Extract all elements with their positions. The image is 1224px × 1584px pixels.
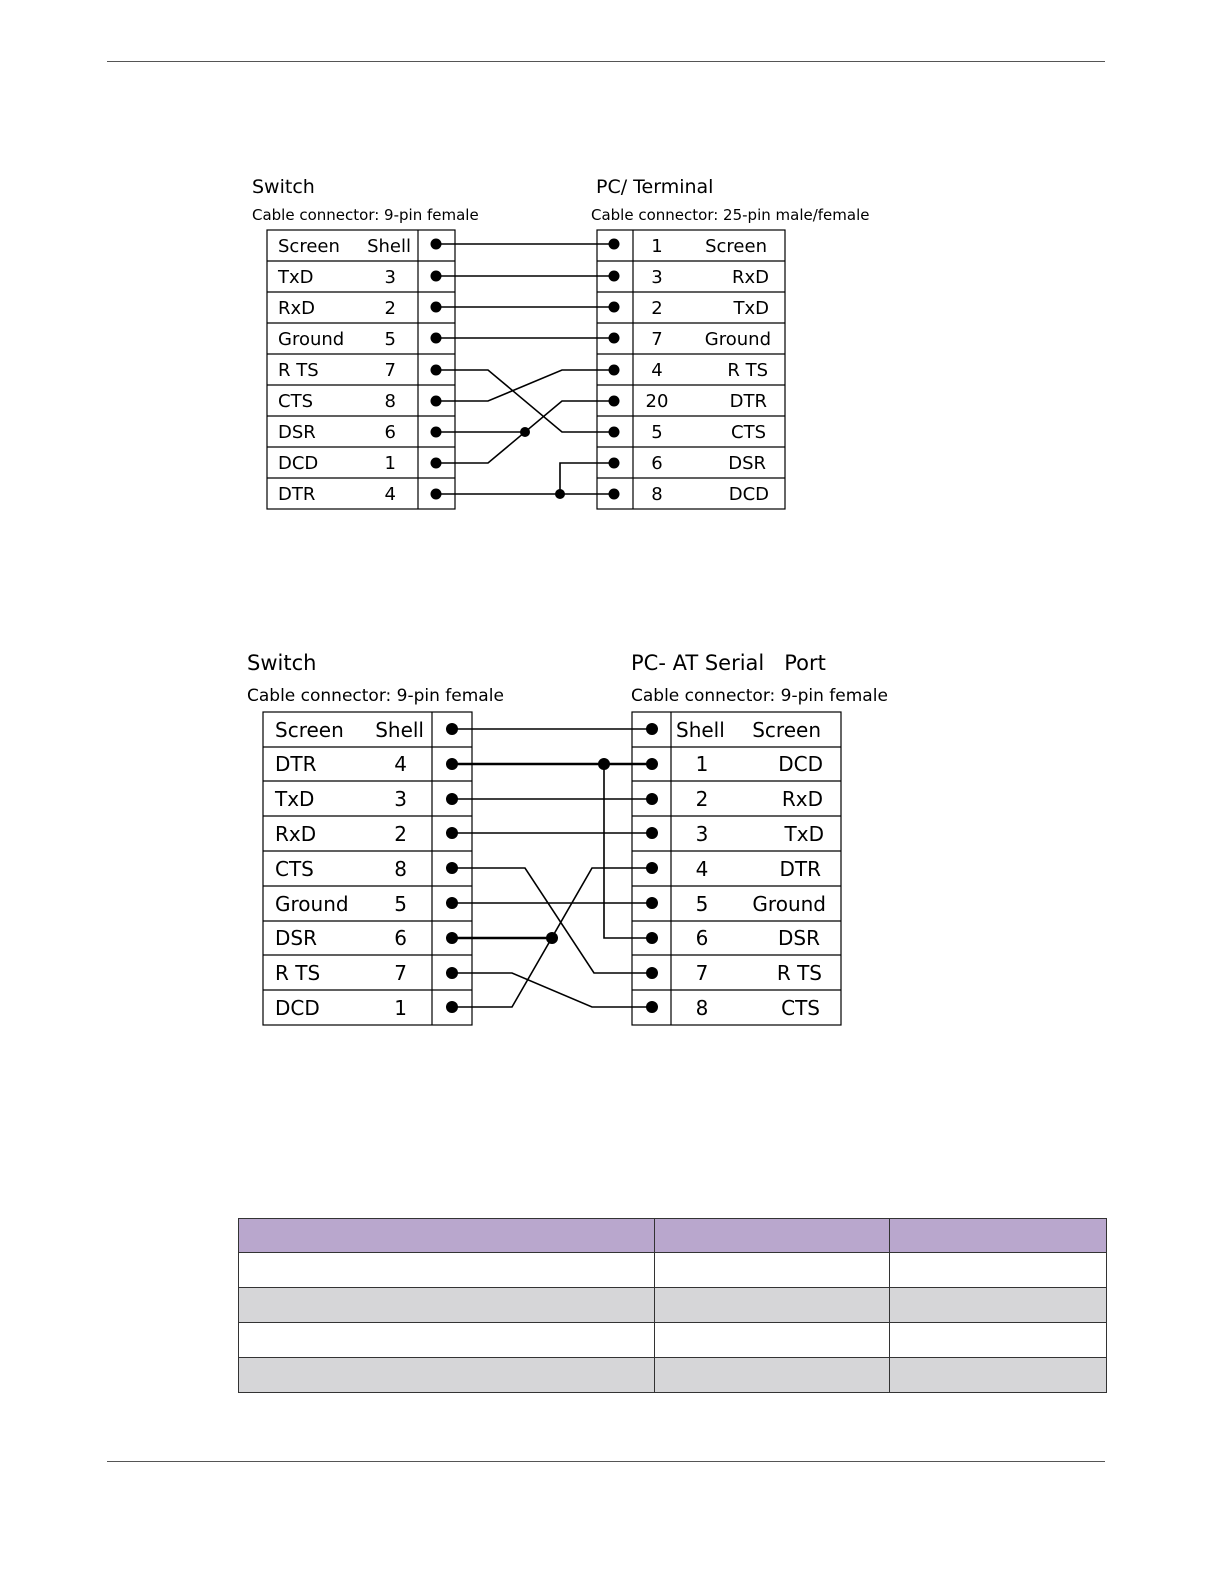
d2-right-pin: 5 <box>695 892 709 916</box>
junction-dot <box>546 932 558 944</box>
d1-left-pin: 4 <box>384 484 396 505</box>
table-cell <box>890 1253 1107 1288</box>
table-cell <box>239 1288 655 1323</box>
pin-dot <box>646 932 658 944</box>
d1-right-signal: DCD <box>728 484 769 505</box>
pin-dot <box>609 365 620 376</box>
d2-left-pin: 5 <box>394 892 407 916</box>
d1-right-signal: DTR <box>729 391 767 412</box>
d2-left-signal: Screen <box>275 718 344 742</box>
d2-right-pin: 8 <box>695 996 709 1020</box>
pin-dot <box>646 1001 658 1013</box>
pin-dot <box>446 932 458 944</box>
table-cell <box>890 1358 1107 1393</box>
d2-right-labels <box>676 718 826 1020</box>
d2-right-signal: RxD <box>781 787 823 811</box>
d2-left-pin: 7 <box>394 961 407 985</box>
d2-wire-rts-cts <box>452 973 652 1007</box>
pin-dot <box>646 862 658 874</box>
d1-right-connector: Cable connector: 25-pin male/female <box>591 206 870 224</box>
pin-dot <box>446 967 458 979</box>
d2-left-signal: RxD <box>275 822 317 846</box>
d2-left-pin: 6 <box>394 926 407 950</box>
d2-wires <box>452 729 652 1007</box>
table-header-cell <box>239 1219 655 1253</box>
d1-right-signal: R TS <box>727 360 768 381</box>
pin-dot <box>646 897 658 909</box>
specification-table <box>238 1218 1107 1393</box>
d1-left-title: Switch <box>252 176 315 198</box>
d1-left-signal: RxD <box>278 298 316 319</box>
d1-left-labels <box>277 236 411 505</box>
pin-dot <box>431 396 442 407</box>
d1-right-signal: Ground <box>704 329 771 350</box>
d2-left-pin: 1 <box>394 996 407 1020</box>
table-header-row <box>239 1219 1107 1253</box>
d2-right-signal: TxD <box>784 822 824 846</box>
d2-left-signal: DTR <box>275 752 317 776</box>
d1-left-pin: 1 <box>384 453 396 474</box>
table-row <box>239 1253 1107 1288</box>
d1-right-pin: 3 <box>651 267 663 288</box>
d2-left-labels <box>274 718 424 1020</box>
pin-dot <box>609 271 620 282</box>
d2-left-title: Switch <box>247 651 317 675</box>
table-row <box>239 1358 1107 1393</box>
d1-left-signal: CTS <box>278 391 313 412</box>
d2-wire-cts-rts <box>452 868 652 973</box>
pin-dot <box>431 458 442 469</box>
d1-right-pin: 8 <box>651 484 663 505</box>
d1-pin-dots <box>431 239 620 500</box>
d2-right-pin: Shell <box>676 718 725 742</box>
pin-dot <box>646 967 658 979</box>
junction-dot <box>520 427 530 437</box>
d1-right-signal: TxD <box>733 298 769 319</box>
pin-dot <box>646 793 658 805</box>
d2-right-title: PC- AT Serial Port <box>631 651 826 675</box>
pin-dot <box>431 239 442 250</box>
d2-right-pin: 3 <box>695 822 709 846</box>
d2-right-pin: 6 <box>695 926 709 950</box>
d1-wires <box>436 244 614 494</box>
d1-left-pin: 6 <box>384 422 396 443</box>
d2-left-signal: R TS <box>275 961 321 985</box>
d2-left-signal: CTS <box>275 857 314 881</box>
table-cell <box>655 1288 890 1323</box>
d1-left-signal: R TS <box>278 360 319 381</box>
junction-dot <box>598 758 610 770</box>
table-header-cell <box>655 1219 890 1253</box>
d1-right-signal: DSR <box>728 453 766 474</box>
d2-left-pin: Shell <box>375 718 424 742</box>
pin-dot <box>646 827 658 839</box>
table-cell <box>239 1358 655 1393</box>
table-cell <box>655 1358 890 1393</box>
d1-left-pin: 7 <box>384 360 396 381</box>
pin-dot <box>609 239 620 250</box>
d1-left-signal: Ground <box>278 329 345 350</box>
pin-dot <box>609 489 620 500</box>
pinout-diagram-2 <box>247 651 888 1025</box>
d2-right-pin: 2 <box>695 787 709 811</box>
d1-left-signal: DTR <box>278 484 316 505</box>
d1-left-pin: 8 <box>384 391 396 412</box>
pin-dot <box>609 333 620 344</box>
d1-left-pin: 3 <box>384 267 396 288</box>
d2-left-pin: 2 <box>394 822 407 846</box>
d1-left-pin: 5 <box>384 329 396 350</box>
pin-dot <box>431 271 442 282</box>
d2-right-signal: Ground <box>752 892 826 916</box>
table-cell <box>239 1323 655 1358</box>
table-cell <box>239 1253 655 1288</box>
pin-dot <box>446 897 458 909</box>
pin-dot <box>446 723 458 735</box>
d1-left-signal: DCD <box>278 453 319 474</box>
d1-right-pin: 5 <box>651 422 663 443</box>
d2-right-signal: DTR <box>779 857 821 881</box>
d2-right-signal: DSR <box>778 926 820 950</box>
d1-right-pin: 2 <box>651 298 663 319</box>
d2-left-signal: Ground <box>275 892 349 916</box>
d1-wire-cts-rts <box>436 370 614 401</box>
d2-right-pin: 7 <box>695 961 709 985</box>
table-cell <box>655 1253 890 1288</box>
d1-left-signal: DSR <box>278 422 316 443</box>
pinout-diagram-1 <box>252 176 869 509</box>
pin-dot <box>646 758 658 770</box>
d1-right-pin: 7 <box>651 329 663 350</box>
d2-left-connector: Cable connector: 9-pin female <box>247 686 504 706</box>
pin-dot <box>431 489 442 500</box>
pin-dot <box>446 758 458 770</box>
d1-right-signal: RxD <box>731 267 769 288</box>
table-cell <box>655 1323 890 1358</box>
pin-dot <box>609 427 620 438</box>
d2-right-connector: Cable connector: 9-pin female <box>631 686 888 706</box>
d2-right-pin: 1 <box>695 752 709 776</box>
pin-dot <box>446 827 458 839</box>
d2-right-signal: Screen <box>752 718 821 742</box>
table-cell <box>890 1288 1107 1323</box>
d1-left-pin: 2 <box>384 298 396 319</box>
pin-dot <box>609 458 620 469</box>
pin-dot <box>609 302 620 313</box>
table-cell <box>890 1323 1107 1358</box>
d2-left-pin: 8 <box>394 857 407 881</box>
pin-dot <box>446 862 458 874</box>
table-row <box>239 1323 1107 1358</box>
d2-left-signal: DCD <box>275 996 320 1020</box>
pin-dot <box>431 333 442 344</box>
footer-rule <box>107 1461 1105 1462</box>
d1-left-signal: Screen <box>278 236 340 257</box>
pin-dot <box>446 1001 458 1013</box>
d2-left-pin: 3 <box>394 787 407 811</box>
d2-right-signal: R TS <box>776 961 822 985</box>
d1-right-pin: 20 <box>645 391 669 412</box>
d1-left-signal: TxD <box>278 267 314 288</box>
d1-right-signal: CTS <box>731 422 766 443</box>
pin-dot <box>431 365 442 376</box>
table-row <box>239 1288 1107 1323</box>
d1-left-pin: Shell <box>367 236 411 257</box>
d1-right-labels <box>646 236 771 505</box>
junction-dot <box>555 489 565 499</box>
d1-right-pin: 4 <box>651 360 663 381</box>
d2-left-signal: TxD <box>275 787 315 811</box>
d2-left-pin: 4 <box>394 752 407 776</box>
d1-left-connector: Cable connector: 9-pin female <box>252 206 479 224</box>
d1-right-title: PC/ Terminal <box>596 176 714 198</box>
d2-right-signal: DCD <box>778 752 823 776</box>
table-header-cell <box>890 1219 1107 1253</box>
d1-right-signal: Screen <box>705 236 767 257</box>
d2-left-signal: DSR <box>275 926 317 950</box>
d1-right-pin: 1 <box>651 236 663 257</box>
pin-dot <box>609 396 620 407</box>
d2-right-signal: CTS <box>781 996 820 1020</box>
d1-right-pin: 6 <box>651 453 663 474</box>
pin-dot <box>446 793 458 805</box>
d2-right-pin: 4 <box>695 857 709 881</box>
pin-dot <box>646 723 658 735</box>
pin-dot <box>431 302 442 313</box>
pin-dot <box>431 427 442 438</box>
